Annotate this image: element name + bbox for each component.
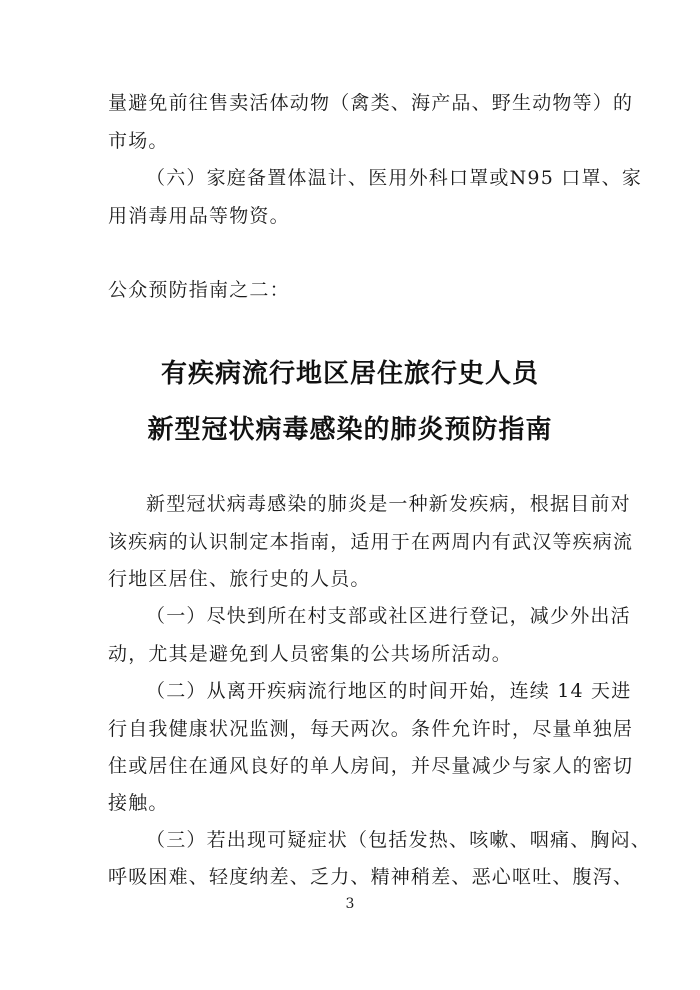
continuation-line-1: 量避免前往售卖活体动物（禽类、海产品、野生动物等）的 xyxy=(108,92,634,114)
intro-line-3: 行地区居住、旅行史的人员。 xyxy=(108,568,371,590)
item-6-line-1: （六）家庭备置体温计、医用外科口罩或N95 口罩、家 xyxy=(146,167,643,189)
continuation-line-2: 市场。 xyxy=(108,130,169,152)
item-1-line-1: （一）尽快到所在村支部或社区进行登记，减少外出活 xyxy=(146,605,631,627)
item-6-line-2: 用消毒用品等物资。 xyxy=(108,205,290,227)
document-title-line-1: 有疾病流行地区居住旅行史人员 xyxy=(160,359,539,389)
page-number: 3 xyxy=(345,896,355,912)
document-title-line-2: 新型冠状病毒感染的肺炎预防指南 xyxy=(147,415,553,445)
item-1-line-2: 动，尤其是避免到人员密集的公共场所活动。 xyxy=(108,643,513,665)
intro-line-1: 新型冠状病毒感染的肺炎是一种新发疾病，根据目前对 xyxy=(146,493,631,515)
intro-line-2: 该疾病的认识制定本指南，适用于在两周内有武汉等疾病流 xyxy=(108,531,634,553)
item-2-line-2: 行自我健康状况监测，每天两次。条件允许时，尽量单独居 xyxy=(108,718,634,740)
item-2-line-1: （二）从离开疾病流行地区的时间开始，连续 14 天进 xyxy=(146,680,632,702)
item-3-line-2: 呼吸困难、轻度纳差、乏力、精神稍差、恶心呕吐、腹泻、 xyxy=(108,866,634,888)
item-2-line-4: 接触。 xyxy=(108,792,169,814)
item-3-line-1: （三）若出现可疑症状（包括发热、咳嗽、咽痛、胸闷、 xyxy=(146,829,652,851)
section-label: 公众预防指南之二： xyxy=(108,279,290,301)
item-2-line-3: 住或居住在通风良好的单人房间，并尽量减少与家人的密切 xyxy=(108,755,634,777)
